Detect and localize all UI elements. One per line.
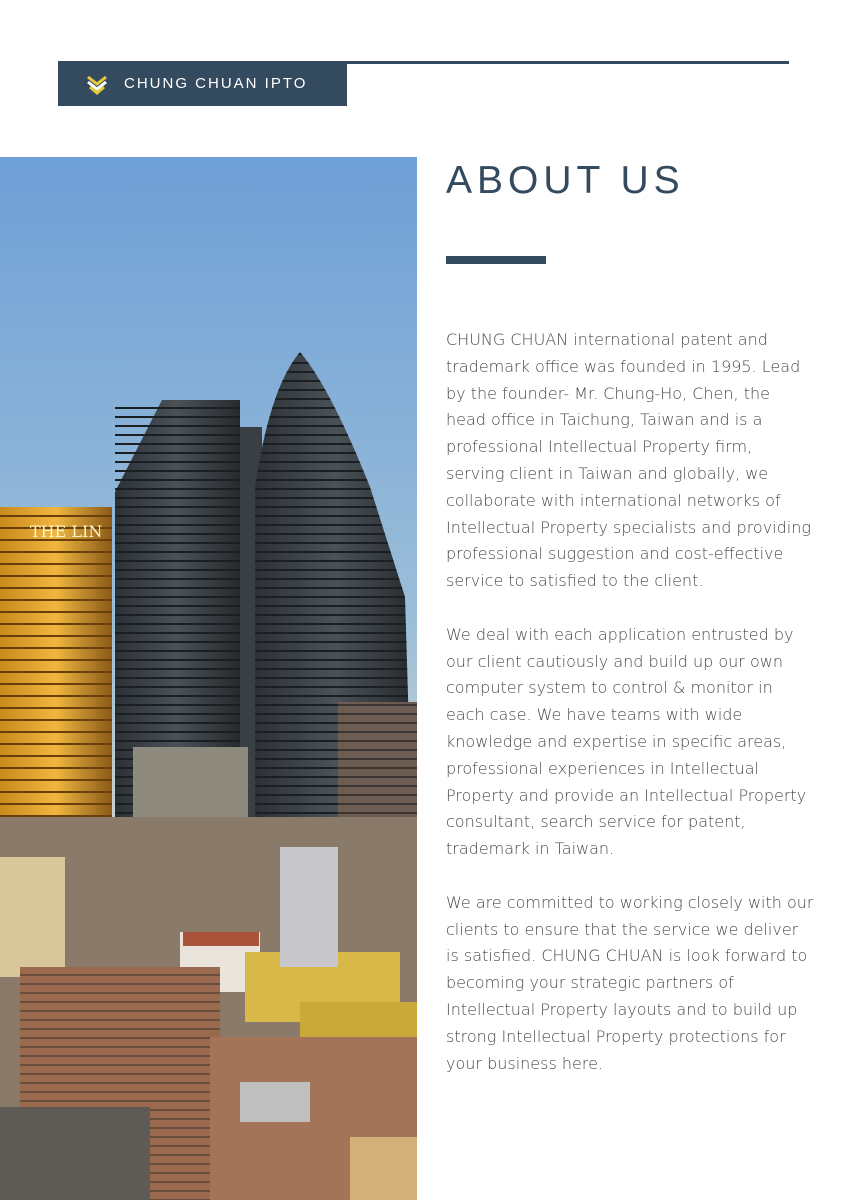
- chevron-stack-icon: [86, 73, 108, 95]
- page-title: ABOUT US: [446, 159, 685, 202]
- brand-name: CHUNG CHUAN IPTO: [124, 75, 308, 92]
- about-paragraph-2: We deal with each application entrusted by our client cautiously and build up our own computer system to control & monitor in each case. We have teams with wide knowledge and expertise in specific areas, professional experiences in Intellectual Property and provide an Intellectual Property consultant, search service for patent, trademark in Taiwan.: [446, 624, 807, 859]
- about-paragraph-1: CHUNG CHUAN international patent and trademark office was founded in 1995. Lead by the founder- Mr. Chung-Ho, Chen, the head office in Taichung, Taiwan and is a professional Intellectual Property firm, serving client in Taiwan and globally, we collaborate with international networks of Intellectual Property specialists and providing professional suggestion and cost-effective service to satisfied to the client.: [446, 330, 811, 591]
- about-paragraph-3: We are committed to working closely with our clients to ensure that the service we deliver is satisfied. CHUNG CHUAN is look forward to becoming your strategic partners of Intellectual Property layouts and to build up strong Intellectual Property protections for your business here.: [446, 892, 814, 1073]
- city-skyline-photo: [0, 157, 417, 1200]
- building-sign: THE LIN: [30, 522, 103, 541]
- brand-bar: [58, 61, 347, 106]
- title-underline: [446, 256, 546, 264]
- about-body: [446, 327, 814, 1104]
